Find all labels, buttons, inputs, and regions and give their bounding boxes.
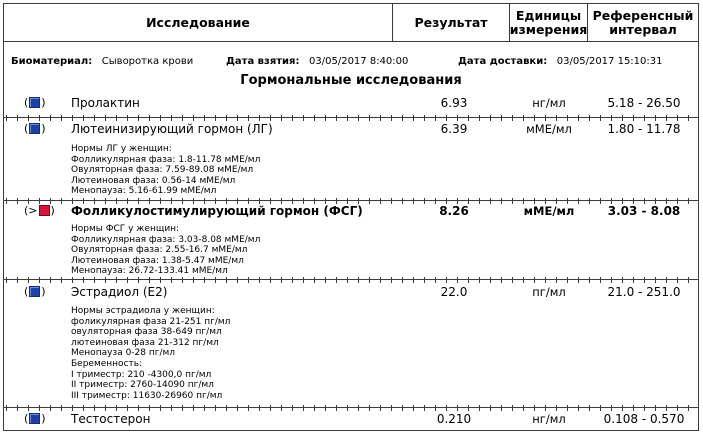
divider-tick (94, 277, 95, 283)
divider-tick (248, 115, 249, 121)
divider-tick (347, 115, 348, 121)
date-taken-label: Дата взятия: (226, 56, 300, 67)
divider-tick (259, 277, 260, 283)
divider-tick (633, 405, 634, 411)
divider-tick (479, 115, 480, 121)
divider-tick (688, 115, 689, 121)
note-line: Лютеиновая фаза: 1.38-5.47 мМЕ/мл (71, 255, 244, 266)
divider-tick (556, 405, 557, 411)
divider-tick (39, 405, 40, 411)
date-delivery-value: 03/05/2017 15:10:31 (556, 56, 663, 67)
note-line: III триместр: 11630-26960 пг/мл (71, 390, 223, 401)
divider-tick (270, 405, 271, 411)
divider-tick (215, 277, 216, 283)
test-unit: мМЕ/мл (523, 204, 575, 218)
date-taken (226, 56, 408, 67)
note-line: Лютеиновая фаза: 0.56-14 мМЕ/мл (71, 175, 236, 186)
divider-tick (589, 277, 590, 283)
divider-tick (633, 277, 634, 283)
divider-tick (281, 115, 282, 121)
divider-tick (446, 277, 447, 283)
test-result: 6.93 (440, 96, 468, 110)
note-line: Овуляторная фаза: 7.59-89.08 мМЕ/мл (71, 165, 254, 176)
divider-tick (512, 115, 513, 121)
divider-tick (358, 277, 359, 283)
divider-tick (28, 405, 29, 411)
note-line: овуляторная фаза 38-649 пг/мл (71, 327, 222, 338)
divider-tick (622, 115, 623, 121)
divider-tick (424, 277, 425, 283)
divider-tick (182, 405, 183, 411)
divider-tick (402, 277, 403, 283)
divider-tick (336, 115, 337, 121)
divider-tick (688, 405, 689, 411)
divider-tick (204, 115, 205, 121)
note-line: Фолликулярная фаза: 3.03-8.08 мМЕ/мл (71, 234, 261, 245)
divider-tick (237, 405, 238, 411)
biomaterial-label: Биоматериал: (11, 56, 93, 67)
status-indicator (24, 412, 46, 425)
divider-tick (259, 405, 260, 411)
divider-tick (545, 115, 546, 121)
divider-tick (72, 115, 73, 121)
divider-tick (490, 277, 491, 283)
divider-tick (94, 405, 95, 411)
divider-tick (28, 115, 29, 121)
divider-tick (688, 277, 689, 283)
divider-tick (314, 405, 315, 411)
divider-tick (545, 405, 546, 411)
divider-tick (358, 405, 359, 411)
test-result: 22.0 (440, 285, 468, 299)
divider-tick (655, 277, 656, 283)
divider-tick (446, 115, 447, 121)
divider-tick (380, 198, 381, 204)
divider-tick (534, 405, 535, 411)
test-reference: 0.108 - 0.570 (603, 412, 685, 426)
divider-tick (17, 405, 18, 411)
status-indicator (24, 122, 46, 135)
divider-tick (226, 277, 227, 283)
test-notes (71, 306, 230, 401)
test-reference: 5.18 - 26.50 (607, 96, 681, 110)
divider-tick (160, 115, 161, 121)
test-result: 8.26 (439, 204, 469, 218)
divider-tick (347, 405, 348, 411)
date-delivery (458, 56, 663, 67)
divider-tick (325, 115, 326, 121)
divider-tick (237, 115, 238, 121)
divider-tick (490, 115, 491, 121)
divider-tick (204, 405, 205, 411)
divider-tick (171, 277, 172, 283)
divider-tick (413, 115, 414, 121)
date-taken-value: 03/05/2017 8:40:00 (309, 56, 409, 67)
divider-tick (138, 115, 139, 121)
divider-tick (402, 115, 403, 121)
divider-tick (479, 277, 480, 283)
divider-tick (204, 277, 205, 283)
divider-tick (72, 277, 73, 283)
divider-tick (105, 405, 106, 411)
test-result: 6.39 (440, 122, 468, 136)
divider-tick (61, 405, 62, 411)
divider-tick (413, 277, 414, 283)
divider-tick (501, 277, 502, 283)
table-header (4, 4, 698, 42)
divider-tick (391, 115, 392, 121)
test-name: Эстрадиол (Е2) (71, 285, 168, 299)
header-test-label: Исследование (146, 14, 250, 30)
divider-tick (50, 277, 51, 283)
divider-tick (523, 277, 524, 283)
header-reference (587, 4, 698, 41)
divider-tick (193, 277, 194, 283)
indicator-prefix: ( (24, 122, 29, 135)
divider-tick (127, 115, 128, 121)
divider-tick (457, 115, 458, 121)
note-line: Менопауза: 5.16-61.99 мМЕ/мл (71, 186, 217, 197)
note-line: Нормы ЛГ у женщин: (71, 144, 172, 154)
high-flag-icon (39, 205, 50, 216)
indicator-prefix: ( (24, 412, 29, 425)
test-reference: 1.80 - 11.78 (607, 122, 681, 136)
divider-tick (655, 115, 656, 121)
divider-tick (589, 405, 590, 411)
divider-tick (182, 115, 183, 121)
indicator-suffix: ) (41, 122, 46, 135)
divider-tick (435, 405, 436, 411)
section-title: Гормональные исследования (240, 73, 462, 88)
divider-tick (50, 115, 51, 121)
divider-tick (380, 115, 381, 121)
divider-tick (6, 198, 7, 204)
divider-tick (17, 198, 18, 204)
divider-tick (479, 405, 480, 411)
divider-tick (270, 115, 271, 121)
test-unit: мМЕ/мл (526, 122, 572, 136)
divider-tick (83, 405, 84, 411)
test-reference: 21.0 - 251.0 (607, 285, 681, 299)
divider-tick (369, 277, 370, 283)
biomaterial-value: Сыворотка крови (101, 56, 194, 67)
divider-tick (39, 277, 40, 283)
divider-tick (193, 405, 194, 411)
divider-tick (490, 405, 491, 411)
normal-flag-icon (29, 97, 40, 108)
normal-flag-icon (29, 286, 40, 297)
test-notes (71, 224, 260, 277)
divider-tick (17, 115, 18, 121)
row-divider (4, 407, 698, 408)
divider-tick (292, 277, 293, 283)
divider-tick (116, 115, 117, 121)
divider-tick (545, 277, 546, 283)
divider-tick (567, 115, 568, 121)
divider-tick (402, 198, 403, 204)
divider-tick (292, 115, 293, 121)
divider-tick (534, 277, 535, 283)
indicator-suffix: ) (41, 412, 46, 425)
divider-tick (424, 405, 425, 411)
divider-tick (127, 277, 128, 283)
divider-tick (347, 277, 348, 283)
biomaterial (11, 56, 193, 67)
divider-tick (501, 405, 502, 411)
divider-tick (424, 115, 425, 121)
divider-tick (160, 405, 161, 411)
divider-tick (468, 405, 469, 411)
divider-tick (171, 405, 172, 411)
divider-tick (325, 277, 326, 283)
divider-tick (567, 405, 568, 411)
divider-tick (303, 277, 304, 283)
test-name: Лютеинизирующий гормон (ЛГ) (71, 122, 273, 136)
divider-tick (677, 277, 678, 283)
divider-tick (402, 405, 403, 411)
divider-tick (600, 405, 601, 411)
divider-tick (6, 277, 7, 283)
note-line: Фолликулярная фаза: 1.8-11.78 мМЕ/мл (71, 154, 261, 165)
header-units-line1: Единицы (515, 7, 582, 23)
divider-tick (182, 277, 183, 283)
divider-tick (281, 405, 282, 411)
divider-tick (61, 115, 62, 121)
divider-tick (512, 277, 513, 283)
divider-tick (314, 277, 315, 283)
indicator-suffix: ) (41, 96, 46, 109)
test-name: Пролактин (71, 96, 140, 110)
divider-tick (578, 405, 579, 411)
divider-tick (28, 277, 29, 283)
divider-tick (578, 115, 579, 121)
divider-tick (215, 115, 216, 121)
divider-tick (600, 115, 601, 121)
header-test (4, 4, 392, 41)
divider-tick (391, 277, 392, 283)
note-line: Менопауза: 26.72-133.41 мМЕ/мл (71, 266, 228, 277)
divider-tick (644, 405, 645, 411)
note-line: Нормы эстрадиола у женщин: (71, 306, 215, 316)
report-frame (3, 3, 699, 431)
divider-tick (457, 405, 458, 411)
row-divider (4, 200, 698, 201)
divider-tick (50, 405, 51, 411)
divider-tick (6, 115, 7, 121)
divider-tick (226, 115, 227, 121)
divider-tick (94, 115, 95, 121)
divider-tick (589, 115, 590, 121)
test-name: Фолликулостимулирующий гормон (ФСГ) (71, 204, 363, 218)
divider-tick (644, 277, 645, 283)
indicator-prefix: ( (24, 285, 29, 298)
divider-tick (116, 277, 117, 283)
test-unit: пг/мл (532, 285, 566, 299)
divider-tick (336, 277, 337, 283)
divider-tick (149, 115, 150, 121)
divider-tick (666, 405, 667, 411)
divider-tick (468, 277, 469, 283)
header-result (392, 4, 509, 41)
header-ref-line2: интервал (609, 21, 677, 37)
divider-tick (149, 277, 150, 283)
divider-tick (501, 115, 502, 121)
indicator-prefix: (> (24, 204, 38, 217)
divider-tick (259, 115, 260, 121)
note-line: Беременность: (71, 358, 143, 369)
divider-tick (633, 115, 634, 121)
divider-tick (369, 115, 370, 121)
divider-tick (292, 405, 293, 411)
divider-tick (83, 277, 84, 283)
divider-tick (336, 405, 337, 411)
divider-tick (468, 115, 469, 121)
date-delivery-label: Дата доставки: (458, 56, 548, 67)
divider-tick (314, 115, 315, 121)
divider-tick (138, 277, 139, 283)
status-indicator (24, 204, 55, 217)
divider-tick (380, 277, 381, 283)
divider-tick (512, 405, 513, 411)
divider-tick (369, 198, 370, 204)
divider-tick (611, 405, 612, 411)
divider-tick (391, 405, 392, 411)
divider-tick (655, 405, 656, 411)
test-name: Тестостерон (71, 412, 151, 426)
status-indicator (24, 285, 46, 298)
divider-tick (622, 277, 623, 283)
divider-tick (105, 115, 106, 121)
divider-tick (303, 115, 304, 121)
divider-tick (611, 115, 612, 121)
note-line: лютеиновая фаза 21-312 пг/мл (71, 337, 219, 348)
divider-tick (248, 277, 249, 283)
test-reference: 3.03 - 8.08 (607, 204, 681, 218)
normal-flag-icon (29, 123, 40, 134)
divider-tick (39, 115, 40, 121)
divider-tick (61, 198, 62, 204)
status-indicator (24, 96, 46, 109)
divider-tick (171, 115, 172, 121)
indicator-suffix: ) (50, 204, 55, 217)
divider-tick (666, 277, 667, 283)
divider-tick (523, 405, 524, 411)
header-ref-line1: Референсный (592, 7, 694, 23)
divider-tick (666, 115, 667, 121)
divider-tick (83, 115, 84, 121)
divider-tick (149, 405, 150, 411)
divider-tick (248, 405, 249, 411)
divider-tick (226, 405, 227, 411)
test-notes (71, 144, 260, 197)
divider-tick (435, 115, 436, 121)
divider-tick (556, 277, 557, 283)
divider-tick (138, 405, 139, 411)
divider-tick (567, 277, 568, 283)
divider-tick (391, 198, 392, 204)
note-line: Овуляторная фаза: 2.55-16.7 мМЕ/мл (71, 245, 248, 256)
divider-tick (446, 405, 447, 411)
divider-tick (644, 115, 645, 121)
divider-tick (413, 405, 414, 411)
normal-flag-icon (29, 413, 40, 424)
note-line: II триместр: 2760-14090 пг/мл (71, 380, 214, 391)
divider-tick (534, 115, 535, 121)
note-line: I триместр: 210 -4300,0 пг/мл (71, 369, 212, 380)
indicator-suffix: ) (41, 285, 46, 298)
divider-tick (215, 405, 216, 411)
indicator-prefix: ( (24, 96, 29, 109)
header-units-line2: измерения (509, 21, 588, 37)
divider-tick (611, 277, 612, 283)
divider-tick (556, 115, 557, 121)
divider-tick (303, 405, 304, 411)
note-line: Нормы ФСГ у женщин: (71, 224, 180, 234)
divider-tick (677, 405, 678, 411)
divider-tick (281, 277, 282, 283)
divider-tick (127, 405, 128, 411)
divider-tick (380, 405, 381, 411)
divider-tick (369, 405, 370, 411)
test-unit: нг/мл (532, 96, 566, 110)
divider-tick (578, 277, 579, 283)
row-divider (4, 279, 698, 280)
divider-tick (523, 115, 524, 121)
divider-tick (358, 115, 359, 121)
divider-tick (160, 277, 161, 283)
row-divider (4, 117, 698, 118)
divider-tick (237, 277, 238, 283)
divider-tick (457, 277, 458, 283)
divider-tick (622, 405, 623, 411)
divider-tick (72, 405, 73, 411)
divider-tick (435, 277, 436, 283)
note-line: фоликулярная фаза 21-251 пг/мл (71, 316, 231, 327)
divider-tick (116, 405, 117, 411)
divider-tick (61, 277, 62, 283)
divider-tick (325, 405, 326, 411)
divider-tick (677, 115, 678, 121)
divider-tick (105, 277, 106, 283)
header-units (509, 4, 587, 41)
divider-tick (6, 405, 7, 411)
divider-tick (17, 277, 18, 283)
test-unit: нг/мл (532, 412, 566, 426)
divider-tick (193, 115, 194, 121)
divider-tick (600, 277, 601, 283)
note-line: Менопауза 0-28 пг/мл (71, 348, 176, 359)
test-result: 0.210 (436, 412, 472, 426)
divider-tick (270, 277, 271, 283)
divider-tick (501, 198, 502, 204)
header-result-label: Результат (414, 14, 488, 30)
